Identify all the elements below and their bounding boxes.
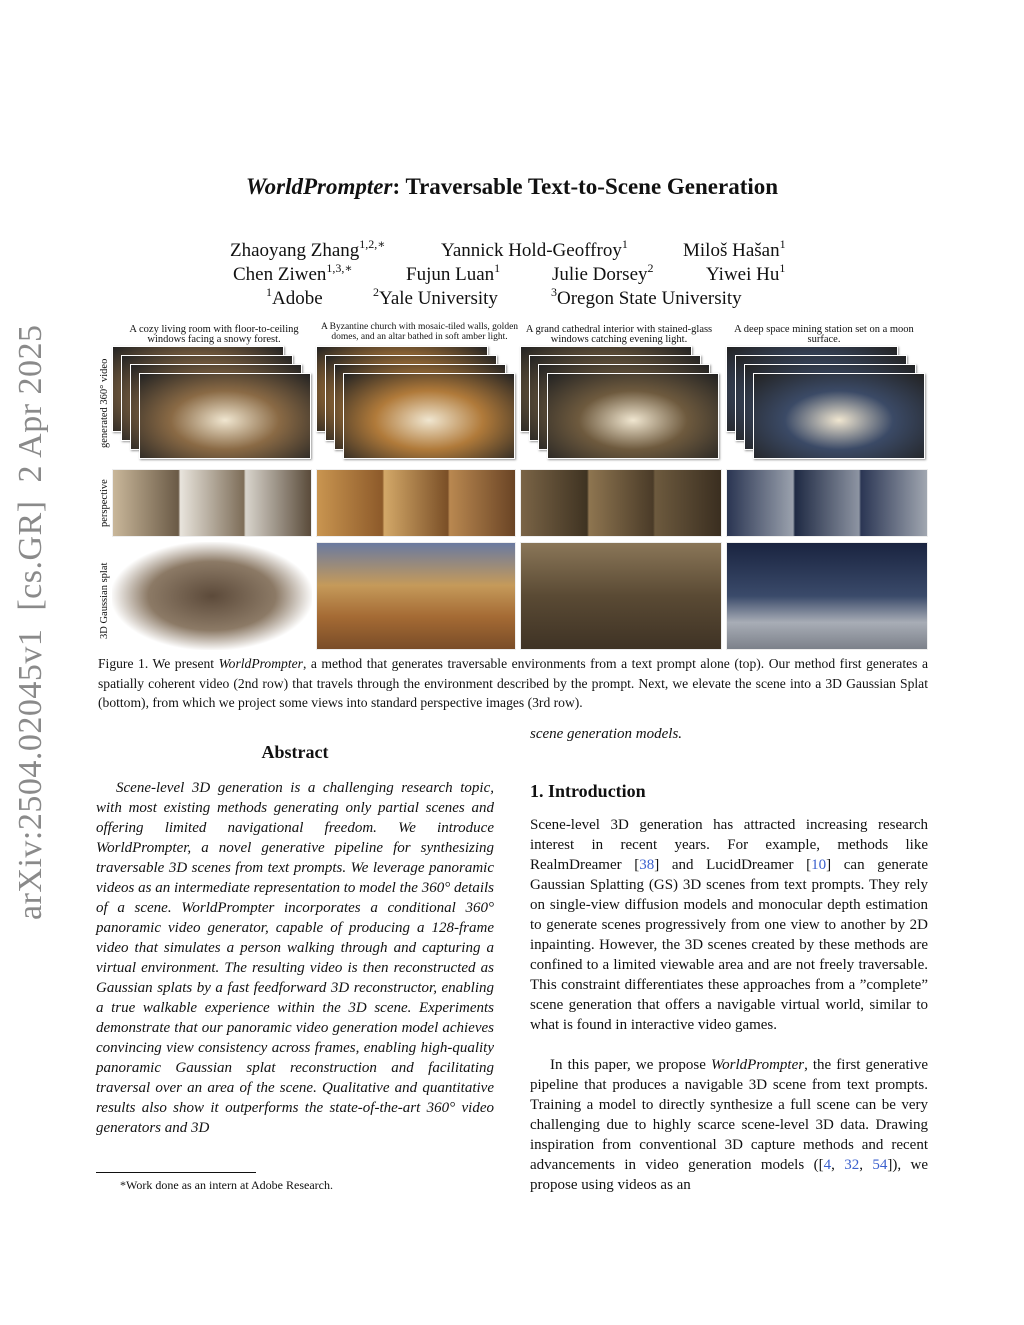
perspective-views-church [316, 469, 516, 537]
title-method-name: WorldPrompter [245, 174, 393, 199]
paragraph-text: , [831, 1157, 845, 1173]
author: Zhaoyang Zhang$^{1,2,∗}$ [230, 237, 386, 261]
abstract-continued: scene generation models. [530, 726, 683, 742]
row-label: perspective [99, 479, 110, 527]
perspective-views-living-room [112, 469, 312, 537]
footnote-rule [96, 1172, 256, 1173]
title-rest: : Traversable Text-to-Scene Generation [392, 174, 779, 199]
panorama-frame [753, 373, 925, 459]
paragraph-text: ]), we propose using videos as an [530, 1157, 929, 1193]
citation-link[interactable]: 10 [811, 857, 827, 873]
panorama-frame [139, 373, 311, 459]
intro-paragraph-1 [530, 815, 928, 1035]
author-row-1 [0, 237, 1024, 264]
scene-prompt: A Byzantine church with mosaic-tiled walls, golden domes, and an altar bathed in soft amber light. [320, 322, 519, 342]
author: Chen Ziwen$^{1,3,∗}$ [233, 261, 353, 285]
paragraph-text: WorldPrompter [711, 1057, 805, 1073]
paragraph-text: , the first generative pipeline that produces a navigable 3D scene from text prompts. Training a model to directly synthesize a full scene can be very challenging due to highly scarce scene-level 3D data. Drawing inspiration from conventional 3D capture methods and recent advancements in video generation models ([ [530, 1057, 928, 1173]
abstract-text: Scene-level 3D generation is a challenging research topic, with most existing methods generating only partial scenes and offering limited navigational freedom. We introduce WorldPrompter, a novel generative pipeline for synthesizing traversable 3D scenes from text prompts. We leverage panoramic videos as an intermediate representation to model the 360° details of a scene. WorldPrompter incorporates a conditional 360° panoramic video generator, capable of producing a 128-frame video that simulates a person walking through and capturing a virtual environment. The resulting video is then reconstructed as Gaussian splats by a fast feedforward 3D reconstructor, enabling a true walkable experience within the 3D scene. Experiments demonstrate that our panoramic video generation model achieves convincing view consistency across frames, enabling high-quality panoramic Gaussian splat reconstruction and facilitating traversal over an area of the scene. Qualitative and quantitative results also show it outperforms the state-of-the-art 360° video generators and 3D [96, 780, 494, 1136]
paragraph-text: ] can generate Gaussian Splatting (GS) 3D scenes from text prompts. They rely on single-view diffusion models and monocular depth estimation to generate scenes progressively from one view to another by 2D inpainting. However, the 3D scenes created by these methods are confined to a limited viewable area and are not freely traversable. This constraint differentiates these approaches from a ”complete” scene generation that offers a navigable virtual world, similar to what is found in interactive video games. [530, 857, 928, 1033]
paragraph-text: , [859, 1157, 873, 1173]
scene-prompt: A cozy living room with floor-to-ceiling windows facing a snowy forest. [129, 324, 299, 345]
paragraph-text: In this paper, we propose [550, 1057, 711, 1073]
affiliation: $^2$Yale University [373, 285, 498, 309]
gaussian-splat-cathedral [520, 542, 722, 650]
scene-prompt: A deep space mining station set on a moon surface. [734, 324, 914, 345]
affiliation-row [0, 285, 1024, 312]
citation-link[interactable]: 54 [872, 1157, 888, 1173]
scene-prompt: A grand cathedral interior with stained-glass windows catching evening light. [525, 324, 713, 345]
affiliation: $^1$Adobe [266, 285, 323, 309]
author: Miloš Hašan$^1$ [683, 237, 786, 261]
perspective-views-moon-station [726, 469, 928, 537]
panorama-frame [547, 373, 719, 459]
author: Fujun Luan$^1$ [406, 261, 501, 285]
citation-link[interactable]: 38 [639, 857, 655, 873]
intro-paragraph-2 [530, 1055, 928, 1195]
author: Yannick Hold-Geoffroy$^1$ [441, 237, 628, 261]
row-label: generated 360° video [99, 358, 110, 448]
arxiv-identifier: arXiv:2504.02045v1 [cs.GR] 2 Apr 2025 [12, 324, 49, 920]
paragraph-text: ] and LucidDreamer [ [654, 857, 812, 873]
section-heading: 1. Introduction [530, 781, 646, 801]
author-row-2 [0, 261, 1024, 288]
paper-title [0, 174, 1024, 200]
author: Julie Dorsey$^2$ [552, 261, 654, 285]
row-label: 3D Gaussian splat [99, 562, 110, 639]
affiliation: $^3$Oregon State University [551, 285, 742, 309]
panorama-frame [343, 373, 515, 459]
footnote: *Work done as an intern at Adobe Research. [120, 1178, 333, 1192]
citation-link[interactable]: 32 [844, 1157, 860, 1173]
gaussian-splat-living-room [112, 542, 312, 650]
abstract-heading: Abstract [261, 742, 329, 762]
gaussian-splat-church [316, 542, 516, 650]
paragraph-text: Scene-level 3D generation has attracted increasing research interest in recent years. For example, methods like RealmDreamer [ [530, 817, 928, 873]
perspective-views-cathedral [520, 469, 722, 537]
figure-caption: Figure 1. We present WorldPrompter, a method that generates traversable environments from a text prompt alone (top). Our method first generates a spatially coherent video (2nd row) that travels through the environment described by the prompt. Next, we elevate the scene into a 3D Gaussian Splat (bottom), from which we project some views into standard perspective images (3rd row). [98, 656, 928, 710]
author: Yiwei Hu$^1$ [706, 261, 786, 285]
gaussian-splat-moon-station [726, 542, 928, 650]
citation-link[interactable]: 4 [823, 1157, 832, 1173]
teaser-figure [96, 322, 928, 652]
